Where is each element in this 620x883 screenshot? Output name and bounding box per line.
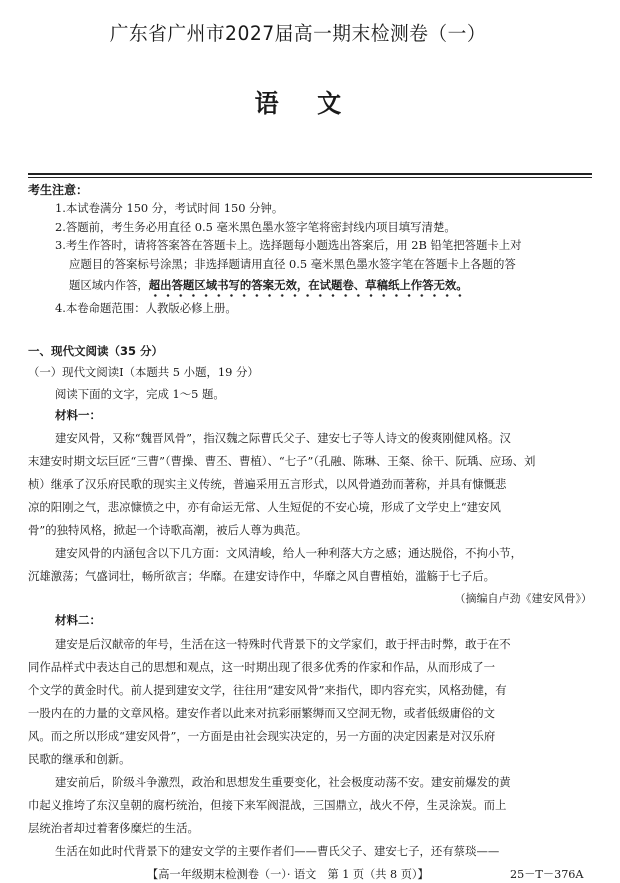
material-2-para-2-line-3: 层统治者却过着奢侈糜烂的生活。 bbox=[28, 821, 199, 835]
header-divider-thin bbox=[28, 177, 592, 178]
notice-item-2: 2.答题前，考生务必用直径 0.5 毫米黑色墨水签字笔将密封线内项目填写清楚。 bbox=[55, 220, 456, 234]
material-2-para-3-line-1: 生活在如此时代背景下的建安文学的主要作者们——曹氏父子、建安七子，还有蔡琰—— bbox=[55, 844, 500, 858]
material-2-para-2-line-1: 建安前后，阶级斗争激烈，政治和思想发生重要变化，社会极度动荡不安。建安前爆发的黄 bbox=[55, 775, 511, 789]
material-1-para-1-line-1: 建安风骨，又称“魏晋风骨”，指汉魏之际曹氏父子、建安七子等人诗文的俊爽刚健风格。汉 bbox=[55, 431, 511, 445]
notice-heading: 考生注意： bbox=[28, 183, 89, 197]
reading-instruction: 阅读下面的文字，完成 1～5 题。 bbox=[55, 387, 225, 401]
notice-item-3-line-3 bbox=[69, 274, 468, 293]
material-1-para-1-line-3: 桢）继承了汉乐府民歌的现实主义传统，普遍采用五言形式，以风骨遒劲而著称，并具有慷慨悲 bbox=[28, 477, 507, 491]
material-2-para-1-line-1: 建安是后汉献帝的年号，生活在这一特殊时代背景下的文学家们，敢于抨击时弊，敢于在不 bbox=[55, 637, 511, 651]
notice-item-3-line-1: 3.考生作答时，请将答案答在答题卡上。选择题每小题选出答案后，用 2B 铅笔把答题卡上对 bbox=[55, 238, 522, 252]
material-2-para-2-line-2: 巾起义推垮了东汉皇朝的腐朽统治，但接下来军阀混战，三国鼎立，战火不停，生灵涂炭。而上 bbox=[28, 798, 507, 812]
page-footer: 【高一年级期末检测卷（一）· 语文 第 1 页（共 8 页）】 bbox=[147, 868, 429, 881]
material-2-para-1-line-2: 同作品样式中表达自己的思想和观点，这一时期出现了很多优秀的作家和作品，从而形成了一 bbox=[28, 660, 496, 674]
subsection-heading: （一）现代文阅读Ⅰ（本题共 5 小题，19 分） bbox=[28, 365, 259, 379]
notice-emphasis-warning: 超出答题区域书写的答案无效，在试题卷、草稿纸上作答无效。 bbox=[148, 278, 468, 292]
notice-item-3-line-3-text: 题区域内作答， bbox=[69, 278, 149, 292]
material-1-para-2-line-2: 沉雄激荡；气盛词壮，畅所欲言；华靡。在建安诗作中，华靡之风自曹植始，滥觞于七子后。 bbox=[28, 569, 496, 583]
material-2-para-1-line-5: 风。而之所以形成“建安风骨”，一方面是由社会现实决定的，另一方面的决定因素是对汉乐府 bbox=[28, 729, 496, 743]
material-1-para-2-line-1: 建安风骨的内涵包含以下几方面：文风清峻，给人一种利落大方之感；通达脱俗，不拘小节， bbox=[55, 546, 523, 560]
notice-item-4: 4.本卷命题范围：人教版必修上册。 bbox=[55, 301, 237, 315]
header-divider-thick bbox=[28, 173, 592, 175]
material-1-para-1-line-4: 凉的阳刚之气，悲凉慷愤之中，亦有命运无常、人生短促的不安心境，形成了文学史上“建安风 bbox=[28, 500, 501, 514]
notice-item-3-line-2: 应题目的答案标号涂黑；非选择题请用直径 0.5 毫米黑色墨水签字笔在答题卡上各题的答 bbox=[69, 257, 516, 271]
subject-title: 语文 bbox=[254, 89, 380, 118]
paper-code: 25－T－376A bbox=[510, 868, 584, 881]
material-2-para-1-line-6: 民歌的继承和创新。 bbox=[28, 752, 131, 766]
material-2-para-1-line-3: 个文学的黄金时代。前人提到建安文学，往往用“建安风骨”来指代，即内容充实，风格劲健，有 bbox=[28, 683, 507, 697]
section-heading: 一、现代文阅读（35 分） bbox=[28, 344, 164, 358]
notice-item-1: 1.本试卷满分 150 分，考试时间 150 分钟。 bbox=[55, 201, 284, 215]
material-2-label: 材料二： bbox=[55, 613, 101, 627]
material-1-para-1-line-2: 末建安时期文坛巨匠“三曹”（曹操、曹丕、曹植）、“七子”（孔融、陈琳、王粲、徐干、阮瑀、应玚、刘 bbox=[28, 454, 536, 468]
material-2-para-1-line-4: 一股内在的力量的文章风格。建安作者以此来对抗彩丽繁缛而又空洞无物，或者低级庸俗的文 bbox=[28, 706, 496, 720]
material-1-source: （摘编自卢劲《建安风骨》） bbox=[454, 592, 592, 605]
material-1-para-1-line-5: 骨”的独特风格，掀起一个诗歌高潮，被后人尊为典范。 bbox=[28, 523, 308, 537]
material-1-label: 材料一： bbox=[55, 408, 101, 422]
exam-title: 广东省广州市2027届高一期末检测卷（一） bbox=[109, 22, 487, 45]
